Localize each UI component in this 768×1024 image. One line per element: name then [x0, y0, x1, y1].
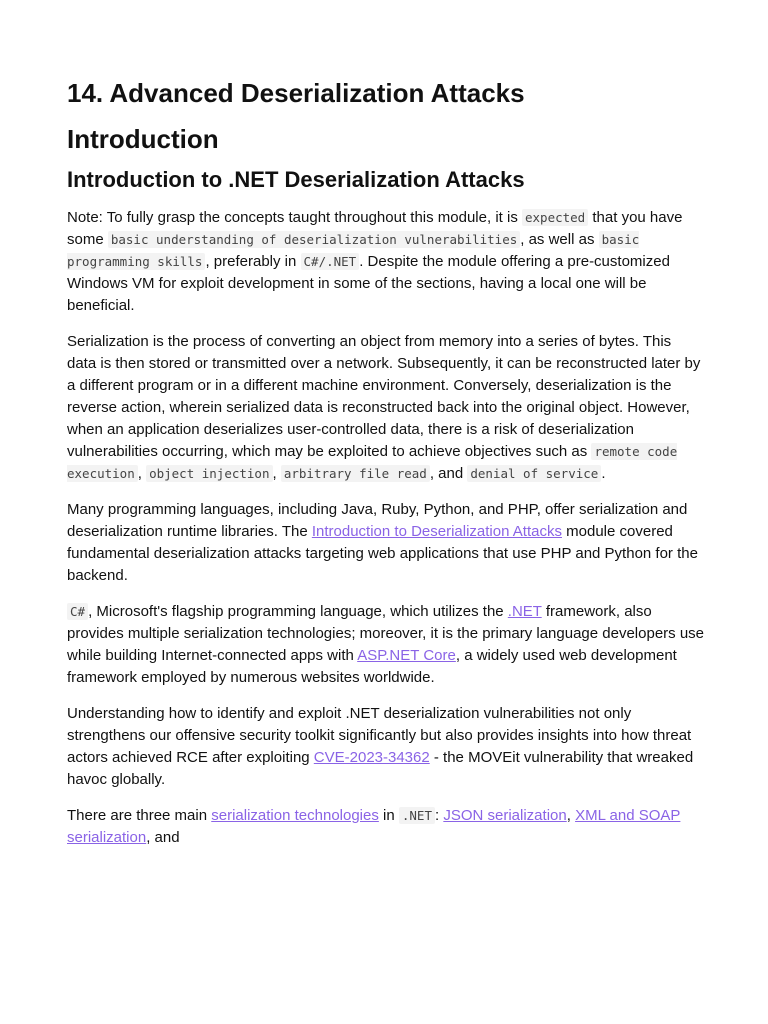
text-span: , — [137, 465, 147, 482]
text-span: , — [566, 807, 576, 824]
text-span: Many programming languages, including Java, Ruby, Python, and PHP, offer serialization and deserialization runtime libraries. The — [67, 501, 688, 540]
paragraph-moveit — [67, 703, 704, 791]
text-span: : — [434, 807, 444, 824]
text-span: . — [601, 465, 606, 482]
text-span: , preferably in — [205, 253, 301, 270]
text-span: in — [378, 807, 399, 824]
inline-code: basic programming skills — [67, 232, 640, 269]
section-title: Introduction — [67, 124, 219, 154]
subsection-title: Introduction to .NET Deserialization Attacks — [67, 167, 525, 192]
chapter-title: 14. Advanced Deserialization Attacks — [67, 78, 525, 108]
inline-code: expected — [522, 209, 588, 226]
link-serialization-technologies[interactable]: serialization technologies — [211, 807, 379, 824]
inline-code: object injection — [146, 465, 272, 482]
text-span: , and — [429, 465, 468, 482]
link-cve-2023-34362[interactable]: CVE-2023-34362 — [313, 749, 430, 766]
paragraph-note — [67, 207, 704, 317]
text-span: Note: To fully grasp the concepts taught throughout this module, it is — [67, 209, 522, 226]
text-span: , and — [146, 829, 180, 846]
link-json-serialization[interactable]: JSON serialization — [443, 807, 567, 824]
text-span: Understanding how to identify and exploit .NET deserialization vulnerabilities not only strengthens our offensive security toolkit significantly but also provides insights into how threat actors achieved RCE after exploiting — [67, 705, 692, 766]
paragraph-csharp — [67, 601, 704, 689]
text-span: . Despite the module offering a pre-customized Windows VM for exploit development in some of the sections, having a local one will be beneficial. — [67, 253, 670, 314]
link-aspnet-core[interactable]: ASP.NET Core — [357, 647, 456, 664]
text-span: module covered fundamental deserialization attacks targeting web applications that use PHP and Python for the backend. — [67, 523, 698, 584]
inline-code: denial of service — [467, 465, 601, 482]
inline-code: .NET — [399, 807, 435, 824]
paragraph-serialization — [67, 331, 704, 485]
link-xml-soap-serialization[interactable]: XML and SOAP serialization — [67, 807, 681, 846]
text-span: There are three main — [67, 807, 212, 824]
text-span: , a widely used web development framework employed by numerous websites worldwide. — [67, 647, 677, 686]
text-span: framework, also provides multiple serialization technologies; moreover, it is the primary language developers use while building Internet-connected apps with — [67, 603, 705, 664]
paragraph-languages — [67, 499, 704, 587]
link-intro-deserialization-attacks[interactable]: Introduction to Deserialization Attacks — [311, 523, 562, 540]
paragraph-technologies — [67, 805, 704, 849]
text-span: - the MOVEit vulnerability that wreaked havoc globally. — [67, 749, 694, 788]
text-span: that you have some — [67, 209, 683, 248]
text-span: Serialization is the process of converting an object from memory into a series of bytes. This data is then stored or transmitted over a network. Subsequently, it can be reconstructed later by a different program or in a different machine environment. Conversely, deserialization is the reverse action, wherein serialized data is reconstructed back into the original object. However, when an application deserializes user-controlled data, there is a risk of deserialization vulnerabilities occurring, which may be exploited to achieve objectives such as — [67, 333, 701, 460]
text-span: , — [272, 465, 281, 482]
inline-code: arbitrary file read — [281, 465, 430, 482]
inline-code: C#/.NET — [301, 253, 360, 270]
text-span: , as well as — [520, 231, 599, 248]
inline-code: basic understanding of deserialization vulnerabilities — [108, 231, 520, 248]
inline-code: C# — [67, 603, 88, 620]
text-span: , Microsoft's flagship programming language, which utilizes the — [88, 603, 508, 620]
link-dotnet[interactable]: .NET — [507, 603, 542, 620]
inline-code: remote code execution — [67, 444, 678, 481]
